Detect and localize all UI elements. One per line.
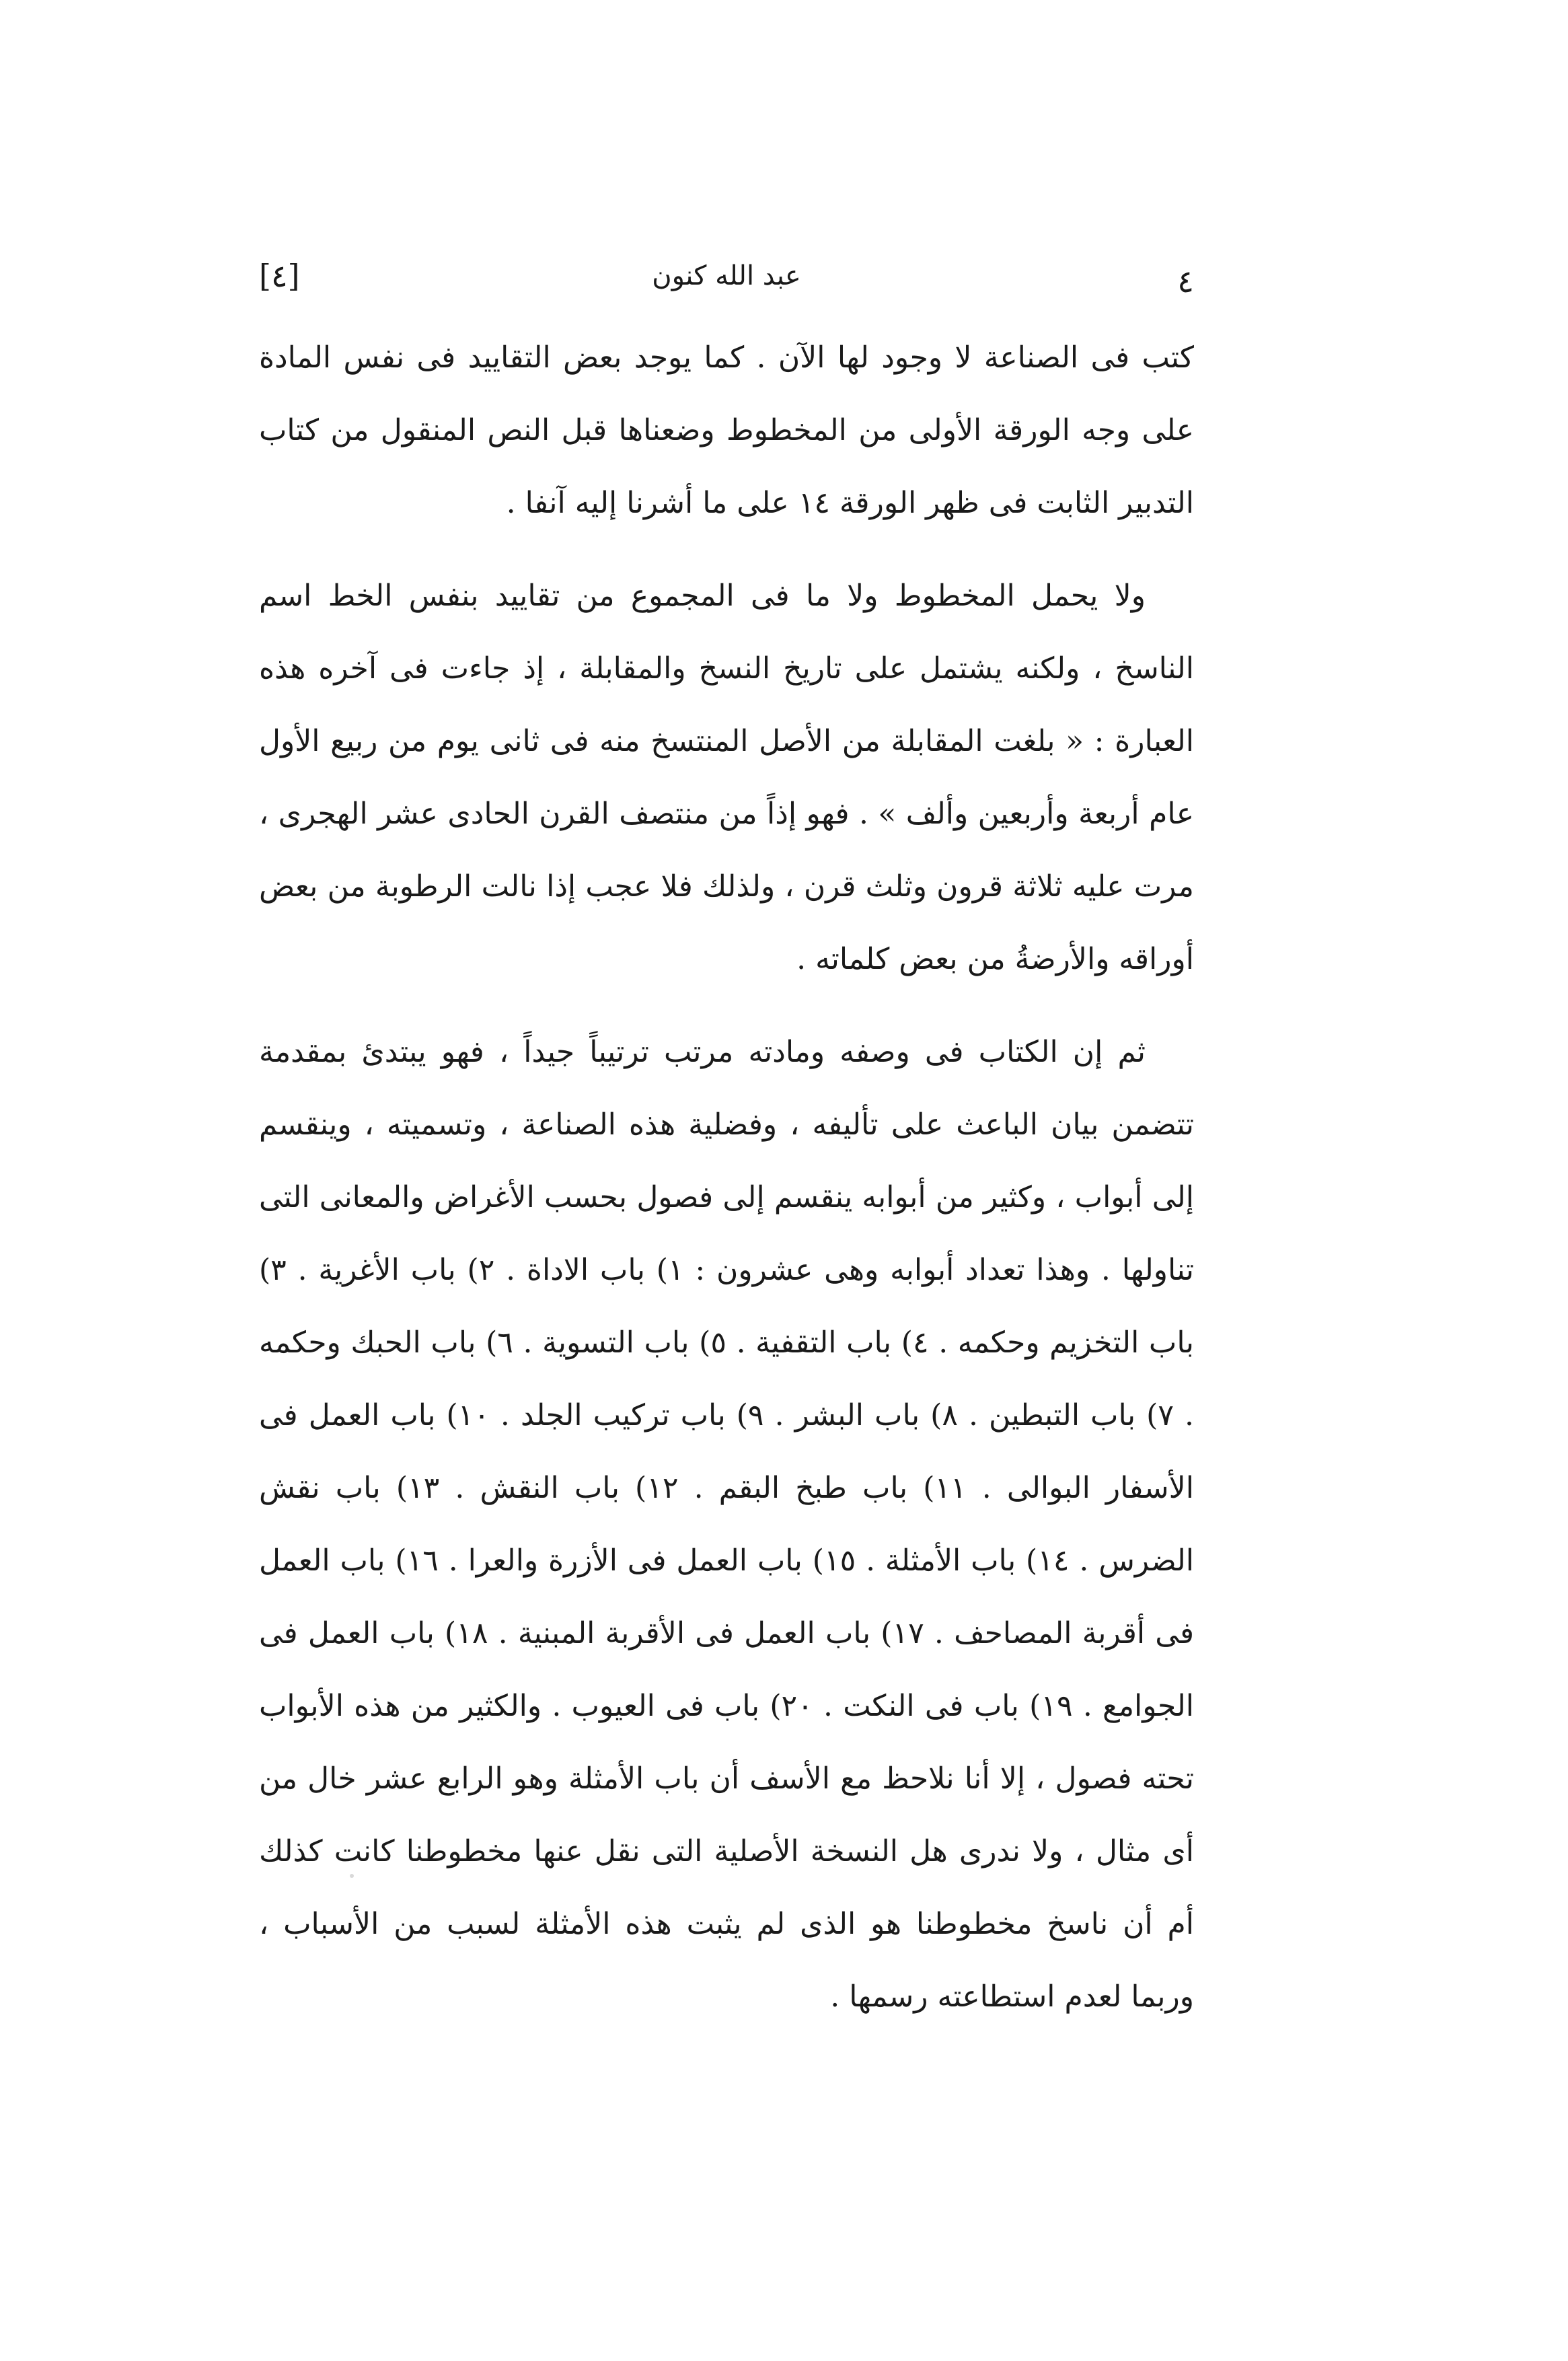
paragraph: ولا يحمل المخطوط ولا ما فى المجموع من تقاييد بنفس الخط اسم الناسخ ، ولكنه يشتمل على تاريخ النسخ والمقابلة ، إذ جاءت فى آخره هذه العبارة : « بلغت المقابلة من الأصل المنتسخ منه فى ثانى يوم من ربيع الأول عام أربعة وأربعين وألف » . فهو إذاً من منتصف القرن الحادى عشر الهجرى ، مرت عليه ثلاثة قرون وثلث قرن ، ولذلك فلا عجب إذا نالت الرطوبة من بعض أوراقه والأرضةُ من بعض كلماته . xyxy=(259,579,1195,976)
page-header xyxy=(259,246,1194,306)
scan-speck xyxy=(350,1874,354,1878)
page-number: ٤ xyxy=(1177,263,1194,299)
bracketed-page-number: [٤] xyxy=(259,258,300,294)
paragraph: ثم إن الكتاب فى وصفه ومادته مرتب ترتيباً جيداً ، فهو يبتدئ بمقدمة تتضمن بيان الباعث على تأليفه ، وفضلية هذه الصناعة ، وتسميته ، وينقسم إلى أبواب ، وكثير من أبوابه ينقسم إلى فصول بحسب الأغراض والمعانى التى تناولها . وهذا تعداد أبوابه وهى عشرون : ١) باب الاداة . ٢) باب الأغرية . ٣) باب التخزيم وحكمه . ٤) باب التقفية . ٥) باب التسوية . ٦) باب الحبك وحكمه . ٧) باب التبطين . ٨) باب البشر . ٩) باب تركيب الجلد . ١٠) باب العمل فى الأسفار البوالى . ١١) باب طبخ البقم . ١٢) باب النقش . ١٣) باب نقش الضرس . ١٤) باب الأمثلة . ١٥) باب العمل فى الأزرة والعرا . ١٦) باب العمل فى أقربة المصاحف . ١٧) باب العمل فى الأقربة المبنية . ١٨) باب العمل فى الجوامع . ١٩) باب فى النكت . ٢٠) باب فى العيوب . والكثير من هذه الأبواب تحته فصول ، إلا أنا نلاحظ مع الأسف أن باب الأمثلة وهو الرابع عشر خال من أى مثال ، ولا ندرى هل النسخة الأصلية التى نقل عنها مخطوطنا كانت كذلك أم أن ناسخ مخطوطنا هو الذى لم يثبت هذه الأمثلة لسبب من الأسباب ، وربما لعدم استطاعته رسمها . xyxy=(259,1035,1195,2014)
body-text xyxy=(259,322,1194,2033)
paragraph: كتب فى الصناعة لا وجود لها الآن . كما يوجد بعض التقاييد فى نفس المادة على وجه الورقة الأولى من المخطوط وضعناها قبل النص المنقول من كتاب التدبير الثابت فى ظهر الورقة ١٤ على ما أشرنا إليه آنفا . xyxy=(259,340,1194,520)
running-title: عبد الله كنون xyxy=(652,260,801,291)
